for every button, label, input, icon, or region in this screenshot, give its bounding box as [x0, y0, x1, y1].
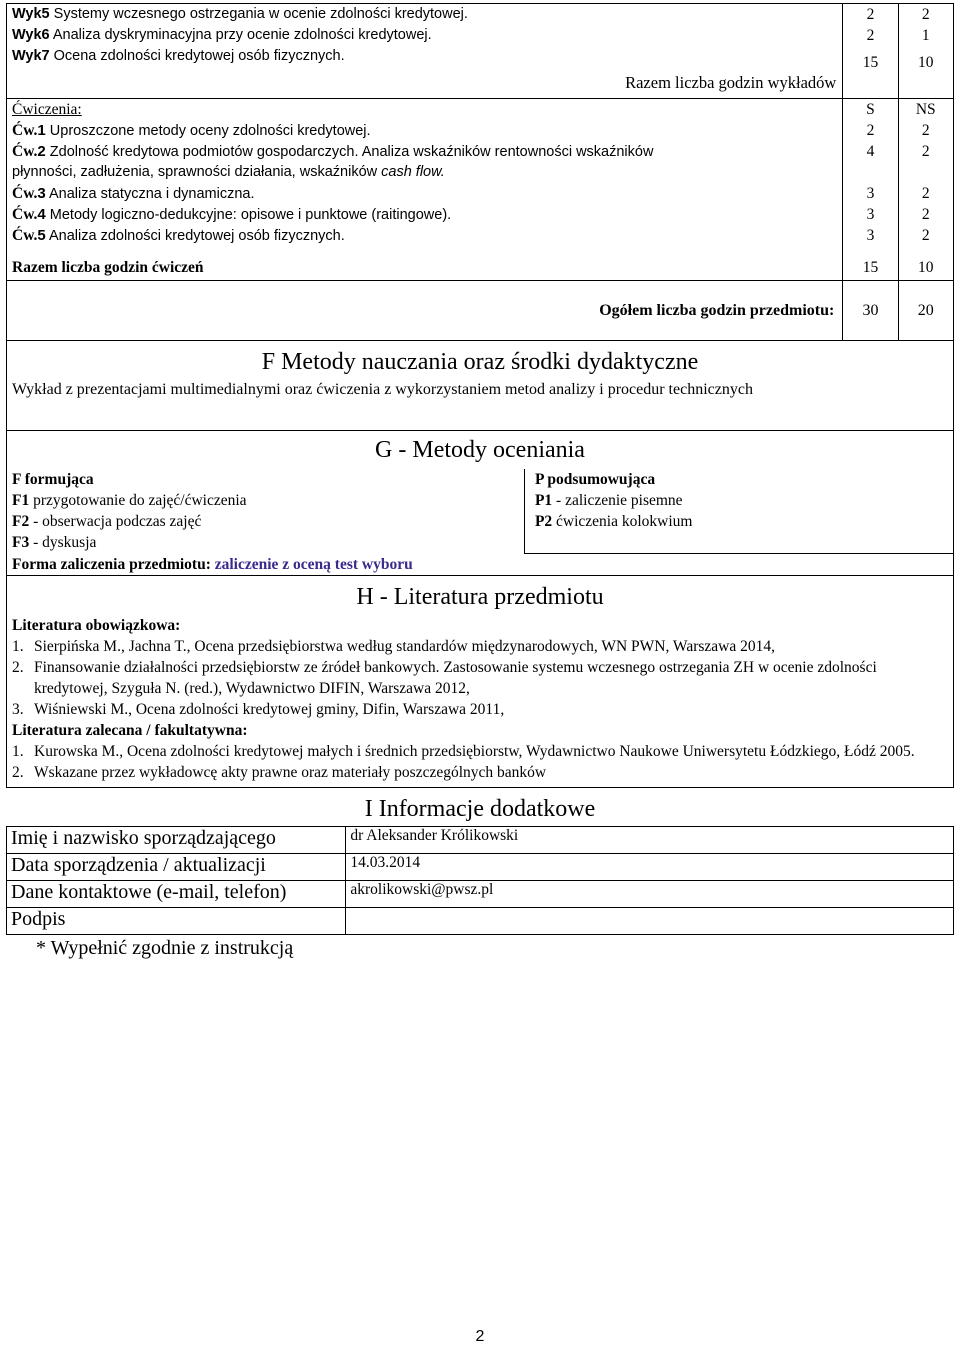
literature-item: 1. Sierpińska M., Jachna T., Ocena przedsiębiorstwa według standardów międzynarodowych, WN PWN, Warszawa 2014, [12, 638, 775, 655]
exercise-row: Ćw.4 Metody logiczno-dedukcyjne: opisowe i punktowe (raitingowe). [12, 206, 452, 223]
exercise-row: Ćw.2 Zdolność kredytowa podmiotów gospodarczych. Analiza wskaźników rentowności wskaźników [12, 143, 654, 160]
lecture-list [7, 4, 843, 99]
col-ns-header: NS [915, 101, 936, 118]
exercise-row: Ćw.1 Uproszczone metody oceny zdolności kredytowej. [12, 122, 371, 139]
exercises-heading: Ćwiczenia: [12, 101, 82, 118]
lecture-total-label: Razem liczba godzin wykładów [625, 73, 837, 92]
info-label: Imię i nazwisko sporządzającego [7, 827, 346, 854]
lecture-row: Wyk7 Ocena zdolności kredytowej osób fizycznych. [12, 48, 345, 64]
summative-item: P2 ćwiczenia kolokwium [534, 513, 693, 530]
footnote: * Wypełnić zgodnie z instrukcją [36, 937, 294, 959]
exercise-ns-column: NS 2 2 2 2 2 10 [898, 99, 953, 281]
formative-heading: F formująca [12, 471, 94, 488]
literature-item: 2. Wskazane przez wykładowcę akty prawne oraz materiały poszczególnych banków [12, 764, 547, 781]
formative-item: F1 przygotowanie do zajęć/ćwiczenia [12, 492, 247, 509]
summative-heading: P podsumowująca [534, 471, 656, 488]
section-h [6, 576, 954, 788]
exercise-row: Ćw.3 Analiza statyczna i dynamiczna. [12, 185, 255, 202]
section-g [6, 431, 954, 576]
section-f-text: Wykład z prezentacjami multimedialnymi oraz ćwiczenia z wykorzystaniem metod analizy i procedur technicznych [12, 381, 753, 398]
section-g-title: G - Metody oceniania [375, 437, 585, 463]
info-value: dr Aleksander Królikowski [346, 827, 954, 854]
optional-literature-heading: Literatura zalecana / fakultatywna: [12, 722, 248, 739]
info-label: Dane kontaktowe (e-mail, telefon) [7, 881, 346, 908]
section-i-title: I Informacje dodatkowe [364, 796, 596, 822]
page-number: 2 [475, 1328, 485, 1345]
assessment-form: Forma zaliczenia przedmiotu: zaliczenie z oceną test wyboru [12, 556, 413, 573]
program-table [6, 3, 954, 341]
exercise-row-continued: płynności, zadłużenia, sprawności działania, wskaźników cash flow. [12, 164, 445, 180]
literature-item: 2. Finansowanie działalności przedsiębiorstw ze źródeł bankowych. Zastosowanie systemu wczesnego ostrzegania ZH w ocenie zdolności kredytowej, Szyguła N. (red.), Wydawnictwo DIFIN, Warszawa 2012, [12, 659, 877, 697]
literature [7, 612, 953, 783]
section-f [6, 341, 954, 431]
formative-item: F2 - obserwacja podczas zajęć [12, 513, 202, 530]
lecture-row: Wyk6 Analiza dyskryminacyjna przy ocenie zdolności kredytowej. [12, 27, 432, 43]
info-label: Podpis [7, 908, 346, 935]
lecture-s-column: 2 2 15 [843, 4, 898, 99]
info-table [6, 826, 954, 935]
lecture-row: Wyk5 Systemy wczesnego ostrzegania w ocenie zdolności kredytowej. [12, 6, 468, 22]
required-literature-heading: Literatura obowiązkowa: [12, 617, 181, 634]
col-s-header: S [866, 101, 875, 118]
info-label: Data sporządzenia / aktualizacji [7, 854, 346, 881]
exercise-total-label: Razem liczba godzin ćwiczeń [12, 259, 204, 276]
formative-methods [7, 469, 524, 554]
section-i [6, 788, 954, 960]
literature-item: 1. Kurowska M., Ocena zdolności kredytowej małych i średnich przedsiębiorstw, Wydawnictwo Naukowe Uniwersytetu Łódzkiego, Łódź 2005. [12, 743, 915, 760]
grand-total-ns: 20 [898, 281, 953, 341]
grand-total-s: 30 [843, 281, 898, 341]
info-value: akrolikowski@pwsz.pl [346, 881, 954, 908]
section-h-title: H - Literatura przedmiotu [356, 584, 604, 610]
summative-item: P1 - zaliczenie pisemne [534, 492, 683, 509]
document-page [6, 3, 954, 960]
exercise-list [7, 99, 843, 281]
exercise-s-column: S 2 4 3 3 3 15 [843, 99, 898, 281]
formative-item: F3 - dyskusja [12, 534, 97, 551]
info-value: 14.03.2014 [346, 854, 954, 881]
grand-total-label: Ogółem liczba godzin przedmiotu: [7, 281, 843, 341]
literature-item: 3. Wiśniewski M., Ocena zdolności kredytowej gminy, Difin, Warszawa 2011, [12, 701, 505, 718]
lecture-ns-column: 2 1 10 [898, 4, 953, 99]
section-f-title: F Metody nauczania oraz środki dydaktyczne [261, 349, 699, 375]
info-value [346, 908, 954, 935]
summative-methods [524, 469, 953, 554]
exercise-row: Ćw.5 Analiza zdolności kredytowej osób fizycznych. [12, 227, 345, 244]
